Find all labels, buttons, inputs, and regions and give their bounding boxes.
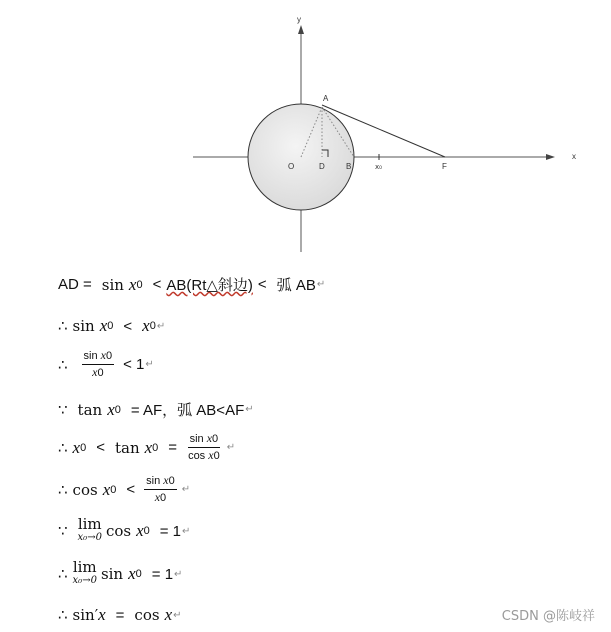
ab-hypotenuse: AB(Rt△斜边) (166, 277, 253, 294)
subscript: 0 (152, 441, 159, 454)
var-x: x (92, 365, 98, 379)
return-mark: ↵ (226, 442, 236, 453)
therefore-symbol: ∴ (58, 481, 68, 499)
less-than: < (126, 481, 136, 498)
label-a: A (323, 94, 329, 103)
return-mark: ↵ (182, 525, 191, 537)
equation-line-5 (58, 432, 235, 463)
label-o: O (288, 162, 295, 171)
y-axis-label: y (297, 15, 301, 24)
sin-fn: sin (189, 433, 204, 445)
equation-line-9 (58, 605, 182, 625)
var-x: x (208, 448, 214, 462)
therefore-symbol: ∴ (58, 439, 68, 457)
subscript: 0 (97, 367, 104, 379)
equals: = (115, 606, 125, 624)
less-than: < (257, 276, 267, 293)
equation-line-8 (58, 558, 183, 587)
subscript: 0 (136, 278, 143, 291)
geometry-figure (0, 0, 611, 270)
subscript: 0 (110, 483, 117, 496)
label-d: D (319, 162, 325, 171)
fraction (82, 349, 115, 380)
return-mark: ↵ (156, 320, 166, 332)
sin-fn: sin (83, 350, 98, 362)
less-than: < (96, 439, 105, 456)
lim-subscript: x₀→0 (77, 532, 102, 543)
tan-fn: tan (77, 400, 103, 419)
because-symbol: ∵ (58, 523, 68, 540)
return-mark: ↵ (316, 279, 326, 290)
sin-fn: sin (72, 606, 95, 624)
subscript: 0 (80, 441, 87, 454)
subscript: 0 (106, 350, 113, 362)
subscript: 0 (114, 403, 121, 416)
cos-fn: cos (105, 522, 132, 540)
equation-line-7 (58, 515, 191, 544)
ad-label: AD = (58, 276, 92, 293)
rhs: = 1 (159, 522, 182, 540)
var-x: x (99, 316, 108, 335)
because-symbol: ∵ (58, 401, 68, 419)
var-x: x (136, 521, 144, 540)
subscript: 0 (213, 450, 220, 462)
sin-fn: sin (101, 275, 124, 294)
therefore-symbol: ∴ (58, 318, 68, 335)
therefore-symbol: ∴ (58, 566, 68, 583)
fraction (186, 432, 222, 463)
x-axis-arrow (546, 154, 555, 160)
var-x: x (98, 605, 106, 624)
equation-line-1 (58, 274, 325, 295)
less-than: < (152, 276, 162, 293)
var-x: x (142, 316, 150, 335)
arc-ab: 弧 AB (276, 277, 316, 294)
cos-fn: cos (134, 606, 160, 624)
subscript: 0 (135, 568, 142, 580)
label-b: B (346, 162, 352, 171)
tan-fn: tan (114, 438, 140, 457)
rhs: = 1 (151, 565, 174, 583)
lim-subscript: x₀→0 (72, 575, 97, 586)
var-x: x (163, 473, 169, 487)
return-mark: ↵ (174, 568, 183, 580)
subscript: 0 (143, 525, 150, 537)
therefore-symbol: ∴ (58, 356, 68, 374)
subscript: 0 (149, 320, 156, 332)
less-than: < (123, 317, 133, 335)
return-mark: ↵ (245, 404, 254, 415)
label-x0: x₀ (375, 163, 382, 171)
var-x: x (206, 431, 213, 445)
var-x: x (144, 437, 153, 457)
lim-word: lim (77, 515, 102, 533)
subscript: 0 (168, 475, 175, 487)
limit (77, 515, 102, 544)
lim-word: lim (72, 558, 97, 576)
var-x: x (128, 564, 136, 583)
cos-fn: cos (72, 480, 98, 499)
prime-mark: ′ (94, 606, 99, 624)
var-x: x (102, 479, 111, 499)
sin-fn: sin (146, 475, 161, 487)
var-x: x (100, 348, 106, 362)
var-x: x (154, 490, 161, 504)
subscript: 0 (160, 492, 167, 504)
rhs: < 1 (123, 356, 145, 373)
label-f: F (442, 162, 447, 171)
subscript: 0 (212, 433, 219, 445)
return-mark: ↵ (181, 484, 191, 495)
subscript: 0 (107, 320, 114, 332)
equation-line-6 (58, 474, 190, 505)
fraction (144, 474, 177, 505)
equals: = (168, 439, 178, 456)
therefore-symbol: ∴ (58, 607, 68, 624)
var-x: x (164, 605, 173, 624)
equation-line-3 (58, 349, 154, 380)
rhs: = AF，弧 AB<AF (130, 402, 245, 419)
return-mark: ↵ (145, 359, 154, 370)
limit (72, 558, 97, 587)
csdn-watermark: CSDN @陈岐祥 (501, 609, 595, 624)
x-axis-label: x (572, 152, 576, 161)
y-axis-arrow (298, 25, 304, 34)
sin-fn: sin (100, 565, 124, 583)
var-x: x (107, 399, 115, 419)
return-mark: ↵ (173, 609, 182, 621)
var-x: x (72, 437, 81, 457)
var-x: x (128, 274, 137, 294)
equation-line-2 (58, 316, 165, 336)
sin-fn: sin (72, 317, 95, 335)
cos-fn: cos (188, 450, 206, 462)
equation-line-4 (58, 399, 254, 420)
